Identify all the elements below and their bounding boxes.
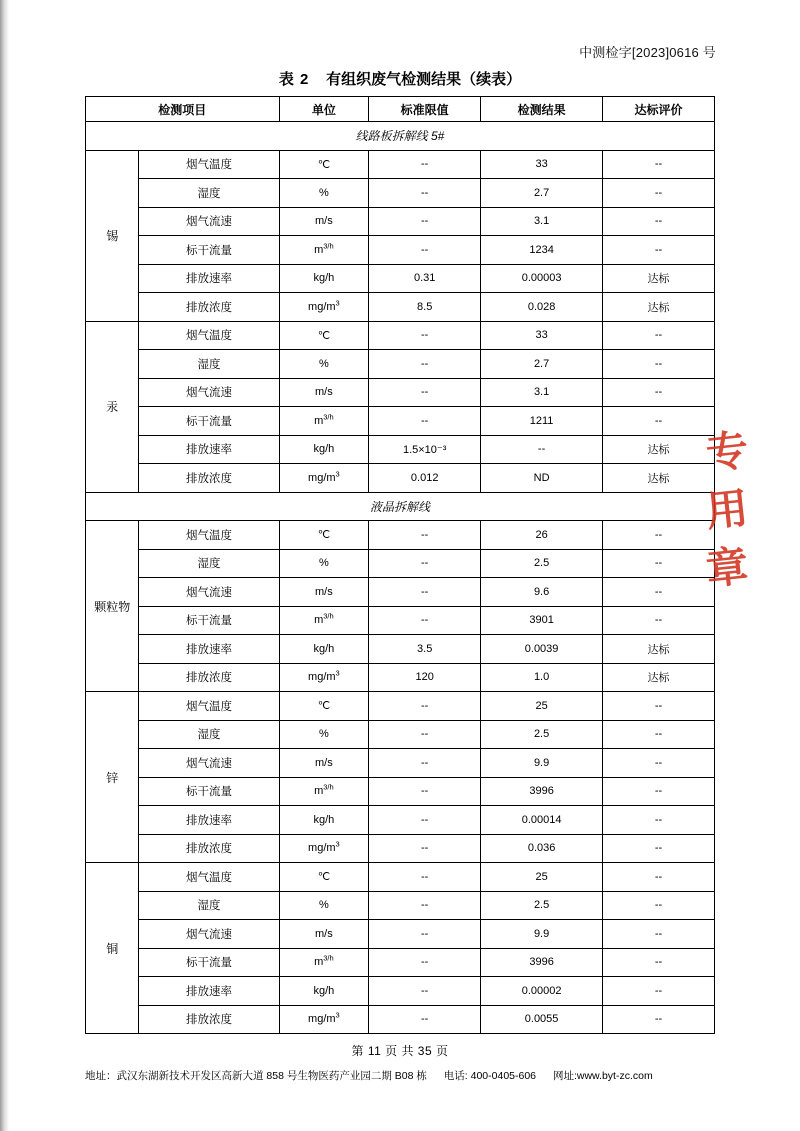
unit-value: m/s — [279, 207, 369, 236]
table-row — [86, 920, 715, 949]
evaluation-value: -- — [603, 863, 715, 892]
limit-value: -- — [369, 806, 481, 835]
result-value: 3996 — [481, 948, 603, 977]
unit-value: % — [279, 179, 369, 208]
limit-value: -- — [369, 179, 481, 208]
limit-value: -- — [369, 378, 481, 407]
result-value: 33 — [481, 321, 603, 350]
evaluation-value: -- — [603, 834, 715, 863]
table-row — [86, 1005, 715, 1034]
parameter-name: 湿度 — [139, 350, 279, 379]
limit-value: -- — [369, 350, 481, 379]
group-header-row — [86, 122, 715, 151]
evaluation-value: -- — [603, 692, 715, 721]
result-value: 0.0039 — [481, 635, 603, 664]
result-value: 3901 — [481, 606, 603, 635]
parameter-name: 烟气温度 — [139, 150, 279, 179]
unit-value: kg/h — [279, 435, 369, 464]
parameter-name: 标干流量 — [139, 606, 279, 635]
parameter-name: 排放浓度 — [139, 293, 279, 322]
limit-value: -- — [369, 521, 481, 550]
unit-value: % — [279, 549, 369, 578]
evaluation-value: -- — [603, 578, 715, 607]
analyte-name: 锡 — [86, 150, 139, 321]
limit-value: -- — [369, 606, 481, 635]
result-value: 1234 — [481, 236, 603, 265]
table-row — [86, 378, 715, 407]
page-number: 第 11 页 共 35 页 — [351, 1044, 449, 1058]
limit-value: -- — [369, 236, 481, 265]
table-row — [86, 777, 715, 806]
unit-value: $mg/m^3$ — [279, 663, 369, 692]
table-row — [86, 521, 715, 550]
unit-value: kg/h — [279, 635, 369, 664]
col-header-unit: 单位 — [279, 97, 369, 122]
evaluation-value: 达标 — [603, 464, 715, 493]
parameter-name: 排放浓度 — [139, 663, 279, 692]
evaluation-value: -- — [603, 236, 715, 265]
evaluation-value: 达标 — [603, 635, 715, 664]
parameter-name: 标干流量 — [139, 777, 279, 806]
unit-value: ℃ — [279, 321, 369, 350]
limit-value: -- — [369, 891, 481, 920]
result-value: 0.036 — [481, 834, 603, 863]
group-name: 线路板拆解线 5# — [86, 122, 715, 151]
limit-value: -- — [369, 321, 481, 350]
unit-value: kg/h — [279, 977, 369, 1006]
limit-value: -- — [369, 1005, 481, 1034]
table-row — [86, 264, 715, 293]
group-header-row — [86, 492, 715, 521]
table-row — [86, 977, 715, 1006]
evaluation-value: -- — [603, 150, 715, 179]
parameter-name: 标干流量 — [139, 948, 279, 977]
page-edge-shadow — [0, 0, 9, 1131]
limit-value: -- — [369, 977, 481, 1006]
parameter-name: 湿度 — [139, 891, 279, 920]
result-value: 0.00014 — [481, 806, 603, 835]
table-row — [86, 635, 715, 664]
parameter-name: 烟气流速 — [139, 378, 279, 407]
unit-value: m/s — [279, 749, 369, 778]
evaluation-value: -- — [603, 378, 715, 407]
table-title-text: 有组织废气检测结果（续表） — [326, 71, 522, 88]
col-header-limit: 标准限值 — [369, 97, 481, 122]
result-value: 0.0055 — [481, 1005, 603, 1034]
footer-address: 地址：武汉东湖新技术开发区高新大道 858 号生物医药产业园二期 B08 栋 — [85, 1070, 427, 1082]
evaluation-value: -- — [603, 207, 715, 236]
table-header — [86, 97, 715, 122]
stamp-char-1: 专 — [703, 425, 751, 479]
parameter-name: 排放速率 — [139, 977, 279, 1006]
limit-value: 1.5×10⁻³ — [369, 435, 481, 464]
evaluation-value: -- — [603, 350, 715, 379]
table-row — [86, 863, 715, 892]
page-title — [0, 68, 800, 89]
evaluation-value: -- — [603, 321, 715, 350]
parameter-name: 排放速率 — [139, 806, 279, 835]
parameter-name: 排放浓度 — [139, 1005, 279, 1034]
result-value: 25 — [481, 692, 603, 721]
parameter-name: 烟气流速 — [139, 749, 279, 778]
result-value: 2.5 — [481, 549, 603, 578]
unit-value: $mg/m^3$ — [279, 293, 369, 322]
table-row — [86, 293, 715, 322]
evaluation-value: -- — [603, 806, 715, 835]
table-row — [86, 207, 715, 236]
table-row — [86, 179, 715, 208]
group-name: 液晶拆解线 — [86, 492, 715, 521]
limit-value: -- — [369, 150, 481, 179]
evaluation-value: 达标 — [603, 264, 715, 293]
evaluation-value: -- — [603, 720, 715, 749]
result-value: -- — [481, 435, 603, 464]
unit-value: % — [279, 720, 369, 749]
unit-value: $m^{3/h}$ — [279, 236, 369, 265]
limit-value: -- — [369, 777, 481, 806]
evaluation-value: -- — [603, 920, 715, 949]
unit-value: ℃ — [279, 692, 369, 721]
result-value: 9.6 — [481, 578, 603, 607]
parameter-name: 标干流量 — [139, 236, 279, 265]
table-row — [86, 407, 715, 436]
limit-value: -- — [369, 407, 481, 436]
unit-value: $mg/m^3$ — [279, 464, 369, 493]
table-row — [86, 236, 715, 265]
report-number: 中测检字[2023]0616 号 — [579, 45, 716, 60]
result-value: ND — [481, 464, 603, 493]
table-row — [86, 350, 715, 379]
result-value: 3.1 — [481, 378, 603, 407]
parameter-name: 排放速率 — [139, 635, 279, 664]
parameter-name: 排放速率 — [139, 264, 279, 293]
evaluation-value: -- — [603, 407, 715, 436]
evaluation-value: 达标 — [603, 293, 715, 322]
parameter-name: 烟气温度 — [139, 321, 279, 350]
parameter-name: 烟气流速 — [139, 207, 279, 236]
limit-value: 0.012 — [369, 464, 481, 493]
table-row — [86, 578, 715, 607]
limit-value: -- — [369, 948, 481, 977]
limit-value: -- — [369, 692, 481, 721]
parameter-name: 标干流量 — [139, 407, 279, 436]
evaluation-value: 达标 — [603, 663, 715, 692]
table-label: 表 2 — [278, 71, 310, 88]
table-row — [86, 321, 715, 350]
table-body — [86, 122, 715, 1034]
table-row — [86, 435, 715, 464]
parameter-name: 排放浓度 — [139, 464, 279, 493]
result-value: 2.5 — [481, 891, 603, 920]
limit-value: 3.5 — [369, 635, 481, 664]
parameter-name: 烟气流速 — [139, 578, 279, 607]
evaluation-value: -- — [603, 777, 715, 806]
result-value: 1211 — [481, 407, 603, 436]
result-value: 33 — [481, 150, 603, 179]
evaluation-value: -- — [603, 948, 715, 977]
footer-phone: 电话: 400-0405-606 — [443, 1070, 537, 1082]
unit-value: $m^{3/h}$ — [279, 407, 369, 436]
unit-value: m/s — [279, 920, 369, 949]
table-row — [86, 549, 715, 578]
unit-value: ℃ — [279, 521, 369, 550]
table-row — [86, 720, 715, 749]
limit-value: -- — [369, 578, 481, 607]
result-value: 2.5 — [481, 720, 603, 749]
parameter-name: 烟气温度 — [139, 863, 279, 892]
unit-value: m/s — [279, 378, 369, 407]
results-table — [85, 96, 715, 1034]
unit-value: $m^{3/h}$ — [279, 606, 369, 635]
evaluation-value: -- — [603, 1005, 715, 1034]
col-header-result: 检测结果 — [481, 97, 603, 122]
result-value: 3.1 — [481, 207, 603, 236]
unit-value: m/s — [279, 578, 369, 607]
limit-value: -- — [369, 549, 481, 578]
result-value: 26 — [481, 521, 603, 550]
stamp-char-3: 章 — [703, 541, 751, 595]
limit-value: -- — [369, 920, 481, 949]
result-value: 1.0 — [481, 663, 603, 692]
analyte-name: 颗粒物 — [86, 521, 139, 692]
limit-value: -- — [369, 207, 481, 236]
unit-value: $mg/m^3$ — [279, 834, 369, 863]
parameter-name: 烟气温度 — [139, 692, 279, 721]
analyte-name: 铜 — [86, 863, 139, 1034]
evaluation-value: -- — [603, 179, 715, 208]
evaluation-value: -- — [603, 549, 715, 578]
table-row — [86, 948, 715, 977]
table-row — [86, 749, 715, 778]
unit-value: $m^{3/h}$ — [279, 777, 369, 806]
unit-value: % — [279, 350, 369, 379]
analyte-name: 锌 — [86, 692, 139, 863]
footer-contact — [85, 1068, 715, 1083]
limit-value: -- — [369, 749, 481, 778]
col-header-eval: 达标评价 — [603, 97, 715, 122]
evaluation-value: -- — [603, 977, 715, 1006]
result-value: 3996 — [481, 777, 603, 806]
result-value: 9.9 — [481, 920, 603, 949]
limit-value: -- — [369, 863, 481, 892]
evaluation-value: -- — [603, 606, 715, 635]
unit-value: ℃ — [279, 863, 369, 892]
parameter-name: 湿度 — [139, 179, 279, 208]
unit-value: kg/h — [279, 264, 369, 293]
table-row — [86, 891, 715, 920]
limit-value: -- — [369, 720, 481, 749]
unit-value: $mg/m^3$ — [279, 1005, 369, 1034]
limit-value: 120 — [369, 663, 481, 692]
parameter-name: 排放速率 — [139, 435, 279, 464]
result-value: 2.7 — [481, 179, 603, 208]
parameter-name: 烟气流速 — [139, 920, 279, 949]
analyte-name: 汞 — [86, 321, 139, 492]
table-row — [86, 834, 715, 863]
limit-value: -- — [369, 834, 481, 863]
table-row — [86, 464, 715, 493]
unit-value: kg/h — [279, 806, 369, 835]
evaluation-value: 达标 — [603, 435, 715, 464]
evaluation-value: -- — [603, 521, 715, 550]
limit-value: 0.31 — [369, 264, 481, 293]
evaluation-value: -- — [603, 891, 715, 920]
table-row — [86, 606, 715, 635]
table-row — [86, 150, 715, 179]
evaluation-value: -- — [603, 749, 715, 778]
result-value: 9.9 — [481, 749, 603, 778]
result-value: 0.00002 — [481, 977, 603, 1006]
table-row — [86, 692, 715, 721]
result-value: 2.7 — [481, 350, 603, 379]
col-header-item: 检测项目 — [86, 97, 280, 122]
parameter-name: 烟气温度 — [139, 521, 279, 550]
limit-value: 8.5 — [369, 293, 481, 322]
result-value: 25 — [481, 863, 603, 892]
parameter-name: 湿度 — [139, 549, 279, 578]
table-row — [86, 663, 715, 692]
parameter-name: 湿度 — [139, 720, 279, 749]
result-value: 0.00003 — [481, 264, 603, 293]
unit-value: % — [279, 891, 369, 920]
unit-value: ℃ — [279, 150, 369, 179]
parameter-name: 排放浓度 — [139, 834, 279, 863]
result-value: 0.028 — [481, 293, 603, 322]
stamp-char-2: 用 — [703, 483, 751, 537]
unit-value: $m^{3/h}$ — [279, 948, 369, 977]
table-row — [86, 806, 715, 835]
table-header-row — [86, 97, 715, 122]
footer-website: 网址:www.byt-zc.com — [552, 1070, 653, 1082]
